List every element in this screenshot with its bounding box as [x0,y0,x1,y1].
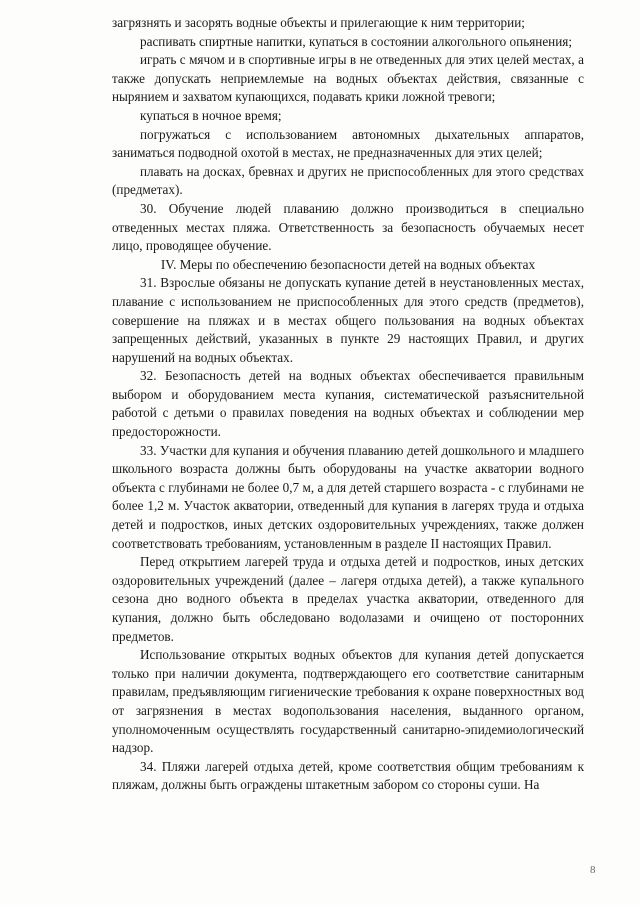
paragraph-33: 33. Участки для купания и обучения плаванию детей дошкольного и младшего школьного возраста должны быть оборудованы на участке акватории водного объекта с глубинами не более 0,7 м, а для детей старшего возраста - с глубинами не более 1,2 м. Участок акватории, отведенный для купания в лагерях труда и отдыха детей и подростков, иных детских оздоровительных учреждениях, также должен соответствовать требованиям, установленным в разделе II настоящих Правил. [112,442,584,551]
section-heading: IV. Меры по обеспечению безопасности детей на водных объектах [160,256,536,272]
page-number: 8 [590,864,596,876]
list-item: погружаться с использованием автономных дыхательных аппаратов, заниматься подводной охотой в местах, не предназначенных для этих целей; [112,126,584,161]
document-body [112,14,584,795]
paragraph-32: 32. Безопасность детей на водных объектах обеспечивается правильным выбором и оборудованием места купания, систематической разъяснительной работой с детьми о правилах поведения на водных объектах и соблюдении мер предосторожности. [112,368,584,440]
text-line: загрязнять и засорять водные объекты и прилегающие к ним территории; [112,15,525,30]
paragraph-34: 34. Пляжи лагерей отдыха детей, кроме соответствия общим требованиям к пляжам, должны быть ограждены штакетным забором со стороны суши. На [112,758,584,793]
list-item: распивать спиртные напитки, купаться в состоянии алкогольного опьянения; [140,33,573,49]
list-item: играть с мячом и в спортивные игры в не отведенных для этих целей местах, а также допускать неприемлемые на водных объектах действия, связанные с нырянием и захватом купающихся, подавать крики ложной тревоги; [112,52,584,105]
list-item: купаться в ночное время; [140,107,282,123]
paragraph-31: 31. Взрослые обязаны не допускать купание детей в неустановленных местах, плавание с использованием не приспособленных для этого средств (предметов), совершение на пляжах и в местах общего пользования на водных объектах запрещенных действий, указанных в пункте 29 настоящих Правил, и других нарушений на водных объектах. [112,275,584,365]
paragraph-30: 30. Обучение людей плаванию должно производиться в специально отведенных местах пляжа. Ответственность за безопасность обучаемых несет лицо, проводящее обучение. [112,200,584,254]
paragraph-33-usage: Использование открытых водных объектов для купания детей допускается только при наличии документа, подтверждающего его соответствие санитарным правилам, предъявляющим гигиенические требования к охране поверхностных вод от загрязнения в местах водопользования населения, выданного органом, уполномоченным осуществлять государственный санитарно-эпидемиологический надзор. [112,647,584,756]
list-item: плавать на досках, бревнах и других не приспособленных для этого средствах (предметах). [112,163,584,198]
paragraph-33-camps: Перед открытием лагерей труда и отдыха детей и подростков, иных детских оздоровительных учреждений (далее – лагеря отдыха детей), а также купального сезона дно водного объекта в пределах участка акватории, отведенного для купания, должно быть обследовано водолазами и очищено от посторонних предметов. [112,554,584,644]
